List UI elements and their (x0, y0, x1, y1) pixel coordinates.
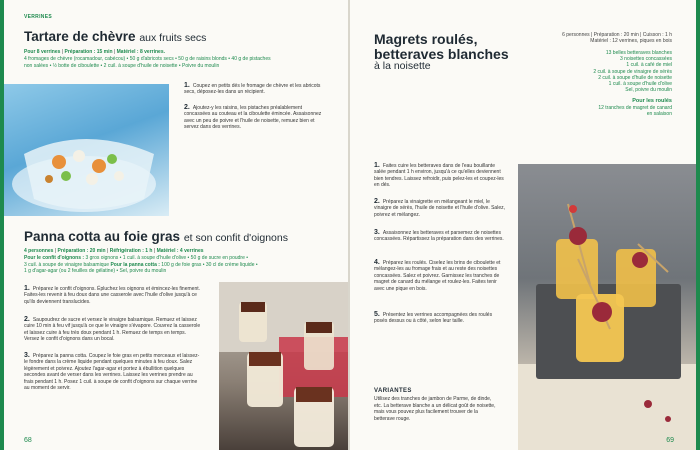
recipe-title-panna-cotta: Panna cotta au foie gras et son confit d'oignons (24, 229, 288, 244)
recipe-meta-magrets: 6 personnes | Préparation : 20 min | Cuisson : 1 h Matériel : 12 verrines, piques en bois (562, 32, 672, 45)
variantes-text: Utilisez des tranches de jambon de Parme, de dinde, etc. La betterave blanche a un délicat goût de noisette, mais vous pouvez plus facilement trouver de la betterave rouge. (374, 396, 496, 422)
recipe-subtitle-magrets: à la noisette (374, 60, 431, 72)
rolls-heading: Pour les roulés (632, 98, 672, 105)
step-panna-3: 3. Préparez la panna cotta. Coupez le foie gras en petits morceaux et laissez-le fondre dans la crème liquide pendant quelques minutes à feu doux. Salez légèrement et poivrez. Ajoutez l'agar-agar et portez à ébullition quelques secondes avant de verser dans les verrines. Laissez les verrines prendre au frais pendant 1 h. Posez 1 cuil. à soupe de confit d'oignons sur chaque verrine au moment de servir. (24, 352, 200, 392)
step-tartare-1: 1. Coupez en petits dés le fromage de chèvre et les abricots secs, déposez-les dans un récipient. (184, 82, 321, 96)
variantes-heading: VARIANTES (374, 388, 412, 394)
section-tag: VERRINES (24, 14, 52, 20)
step-magrets-1: 1. Faites cuire les betteraves dans de l'eau bouillante salée pendant 1 h environ, jusqu'à ce qu'elles deviennent bien tendres. Laissez refroidir, puis pelez-les et coupez-les en dés. (374, 162, 504, 189)
page-number-left: 68 (24, 437, 32, 444)
right-page (350, 0, 696, 450)
step-magrets-4: 4. Préparez les roulés. Ciselez les brins de ciboulette et mélangez-les au fromage frais et au reste des noisettes concassées. Salez et poivrez. Garnissez les tranches de magret de canard du mélange et roulez-les. Faites tenir avec une pique en bois. (374, 259, 501, 292)
step-magrets-3: 3. Assaisonnez les betteraves et parsemez de noisettes concassées. Répartissez la préparation dans des verrines. (374, 229, 504, 243)
step-magrets-5: 5. Présentez les verrines accompagnées des roulés posés dessus ou à côté, selon leur taille. (374, 311, 493, 325)
step-magrets-2: 2. Préparez la vinaigrette en mélangeant le miel, le vinaigre de xérès, l'huile de noisette et l'huile d'olive. Salez, poivrez et mélangez. (374, 198, 505, 218)
recipe-meta-panna-cotta: 4 personnes | Préparation : 20 min | Réfrigération : 1 h | Matériel : 4 verrines (24, 248, 204, 254)
page-number-right: 69 (666, 437, 674, 444)
ingredients-magrets: 13 belles betteraves blanches 3 noisettes concassées 1 cuil. à café de miel 2 cuil. à soupe de vinaigre de xérès 2 cuil. à soupe d'huile de noisette 1 cuil. à soupe d'huile d'olive Sel, poivre du moulin Pour les roulés 12 tranches de magret de canard en salaison (522, 50, 672, 117)
variantes-box (374, 388, 499, 422)
recipe-title-tartare: Tartare de chèvre aux fruits secs (24, 29, 207, 44)
ingredients-tartare: 4 fromages de chèvre (rocamadour, cabécou) • 50 g d'abricots secs • 50 g de raisins blonds • 40 g de pistaches non salées • ½ botte de ciboulette • 2 cuil. à soupe d'huile de noisette • Poivre du moulin (24, 56, 271, 69)
recipe-meta-tartare: Pour 8 verrines | Préparation : 15 min | Matériel : 8 verrines. (24, 49, 165, 55)
ingredients-panna-cotta: Pour le confit d'oignons : 3 gros oignons • 1 cuil. à soupe d'huile d'olive • 50 g de sucre en poudre • 3 cuil. à soupe de vinaigre balsamique Pour la panna cotta : 100 g de foie gras • 30 cl de crème liquide • 1 g d'agar-agar (ou 2 feuilles de gélatine) • Sel, poivre du moulin (24, 255, 258, 274)
recipe-title-magrets: Magrets roulés, betteraves blanches (374, 31, 509, 62)
step-panna-1: 1. Préparez le confit d'oignons. Épluchez les oignons et émincez-les finement. Faites-les revenir à feu doux dans une casserole avec l'huile d'olive jusqu'à ce qu'ils deviennent translucides. (24, 285, 201, 305)
step-panna-2: 2. Saupoudrez de sucre et versez le vinaigre balsamique. Remuez et laissez cuire 10 min à feu vif jusqu'à ce que le vinaigre s'évapore. Couvrez la casserole et laissez cuire à feu très doux pendant 1 h. Remuez de temps en temps. Versez le confit d'oignons dans un bocal. (24, 316, 201, 343)
magrets-photo (518, 164, 696, 450)
left-page (4, 0, 348, 450)
panna-cotta-photo (219, 282, 348, 450)
tartare-photo (4, 84, 169, 216)
step-tartare-2: 2. Ajoutez-y les raisins, les pistaches préalablement concassées au couteau et la ciboulette émincée. Assaisonnez avec un peu de poivre et l'huile de noisette, remuez bien et servez dans des verrines. (184, 104, 322, 131)
